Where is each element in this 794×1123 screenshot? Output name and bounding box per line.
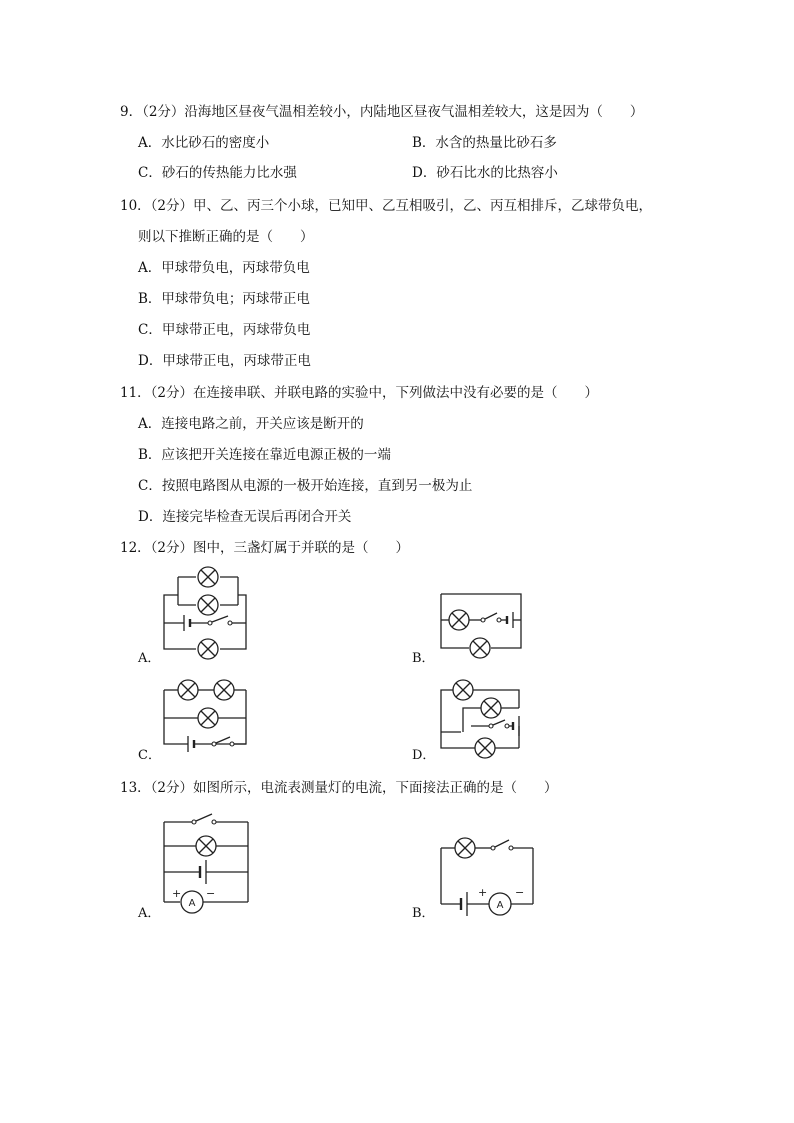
- question-9-option-a[interactable]: A．水比砂石的密度小: [138, 135, 270, 151]
- question-10-option-b[interactable]: B．甲球带负电；丙球带正电: [138, 291, 310, 307]
- question-10-option-a[interactable]: A．甲球带负电，丙球带负电: [138, 260, 310, 276]
- question-12-option-b-label[interactable]: B．: [412, 651, 435, 666]
- ammeter-minus-sign: −: [515, 886, 525, 899]
- question-10-stem-continued: 则以下推断正确的是（ ）: [138, 229, 314, 245]
- question-12-option-c-label[interactable]: C．: [138, 748, 161, 763]
- question-13-option-b-label[interactable]: B．: [412, 906, 435, 921]
- question-11-option-d[interactable]: D．连接完毕检查无误后再闭合开关: [138, 509, 352, 525]
- circuit-diagram-12b[interactable]: [435, 588, 535, 668]
- ammeter-plus-sign: +: [172, 887, 182, 900]
- question-10-option-c[interactable]: C．甲球带正电，丙球带负电: [138, 322, 311, 338]
- question-12-stem: 12．（2分）图中，三盏灯属于并联的是（ ）: [120, 540, 410, 556]
- question-11-option-b[interactable]: B．应该把开关连接在靠近电源正极的一端: [138, 447, 391, 463]
- question-13-option-a-label[interactable]: A．: [138, 906, 161, 921]
- question-12-option-d-label[interactable]: D．: [412, 748, 436, 763]
- ammeter-minus-sign: −: [206, 887, 216, 900]
- question-11-option-c[interactable]: C．按照电路图从电源的一极开始连接，直到另一极为止: [138, 478, 473, 494]
- question-9-option-c[interactable]: C．砂石的传热能力比水强: [138, 165, 297, 181]
- ammeter-plus-sign: +: [478, 886, 488, 899]
- question-11-stem: 11．（2分）在连接串联、并联电路的实验中，下列做法中没有必要的是（ ）: [120, 385, 599, 401]
- question-9-stem: 9．（2分）沿海地区昼夜气温相差较小，内陆地区昼夜气温相差较大，这是因为（ ）: [120, 104, 644, 120]
- circuit-diagram-12d[interactable]: [435, 680, 545, 760]
- circuit-diagram-13a[interactable]: [158, 810, 258, 920]
- question-9-option-b[interactable]: B．水含的热量比砂石多: [412, 135, 557, 151]
- question-13-stem: 13．（2分）如图所示，电流表测量灯的电流，下面接法正确的是（ ）: [120, 780, 558, 796]
- question-10-stem: 10．（2分）甲、乙、丙三个小球，已知甲、乙互相吸引，乙、丙互相排斥，乙球带负电，: [120, 198, 653, 214]
- question-9-option-d[interactable]: D．砂石比水的比热容小: [412, 165, 558, 181]
- circuit-diagram-12c[interactable]: [158, 680, 258, 760]
- question-11-option-a[interactable]: A．连接电路之前，开关应该是断开的: [138, 416, 364, 432]
- ammeter-symbol: A: [496, 900, 504, 911]
- ammeter-symbol: A: [188, 898, 196, 909]
- question-10-option-d[interactable]: D．甲球带正电，丙球带正电: [138, 353, 311, 369]
- circuit-diagram-13b[interactable]: [435, 834, 545, 924]
- question-12-option-a-label[interactable]: A．: [138, 651, 161, 666]
- circuit-diagram-12a[interactable]: [158, 567, 258, 657]
